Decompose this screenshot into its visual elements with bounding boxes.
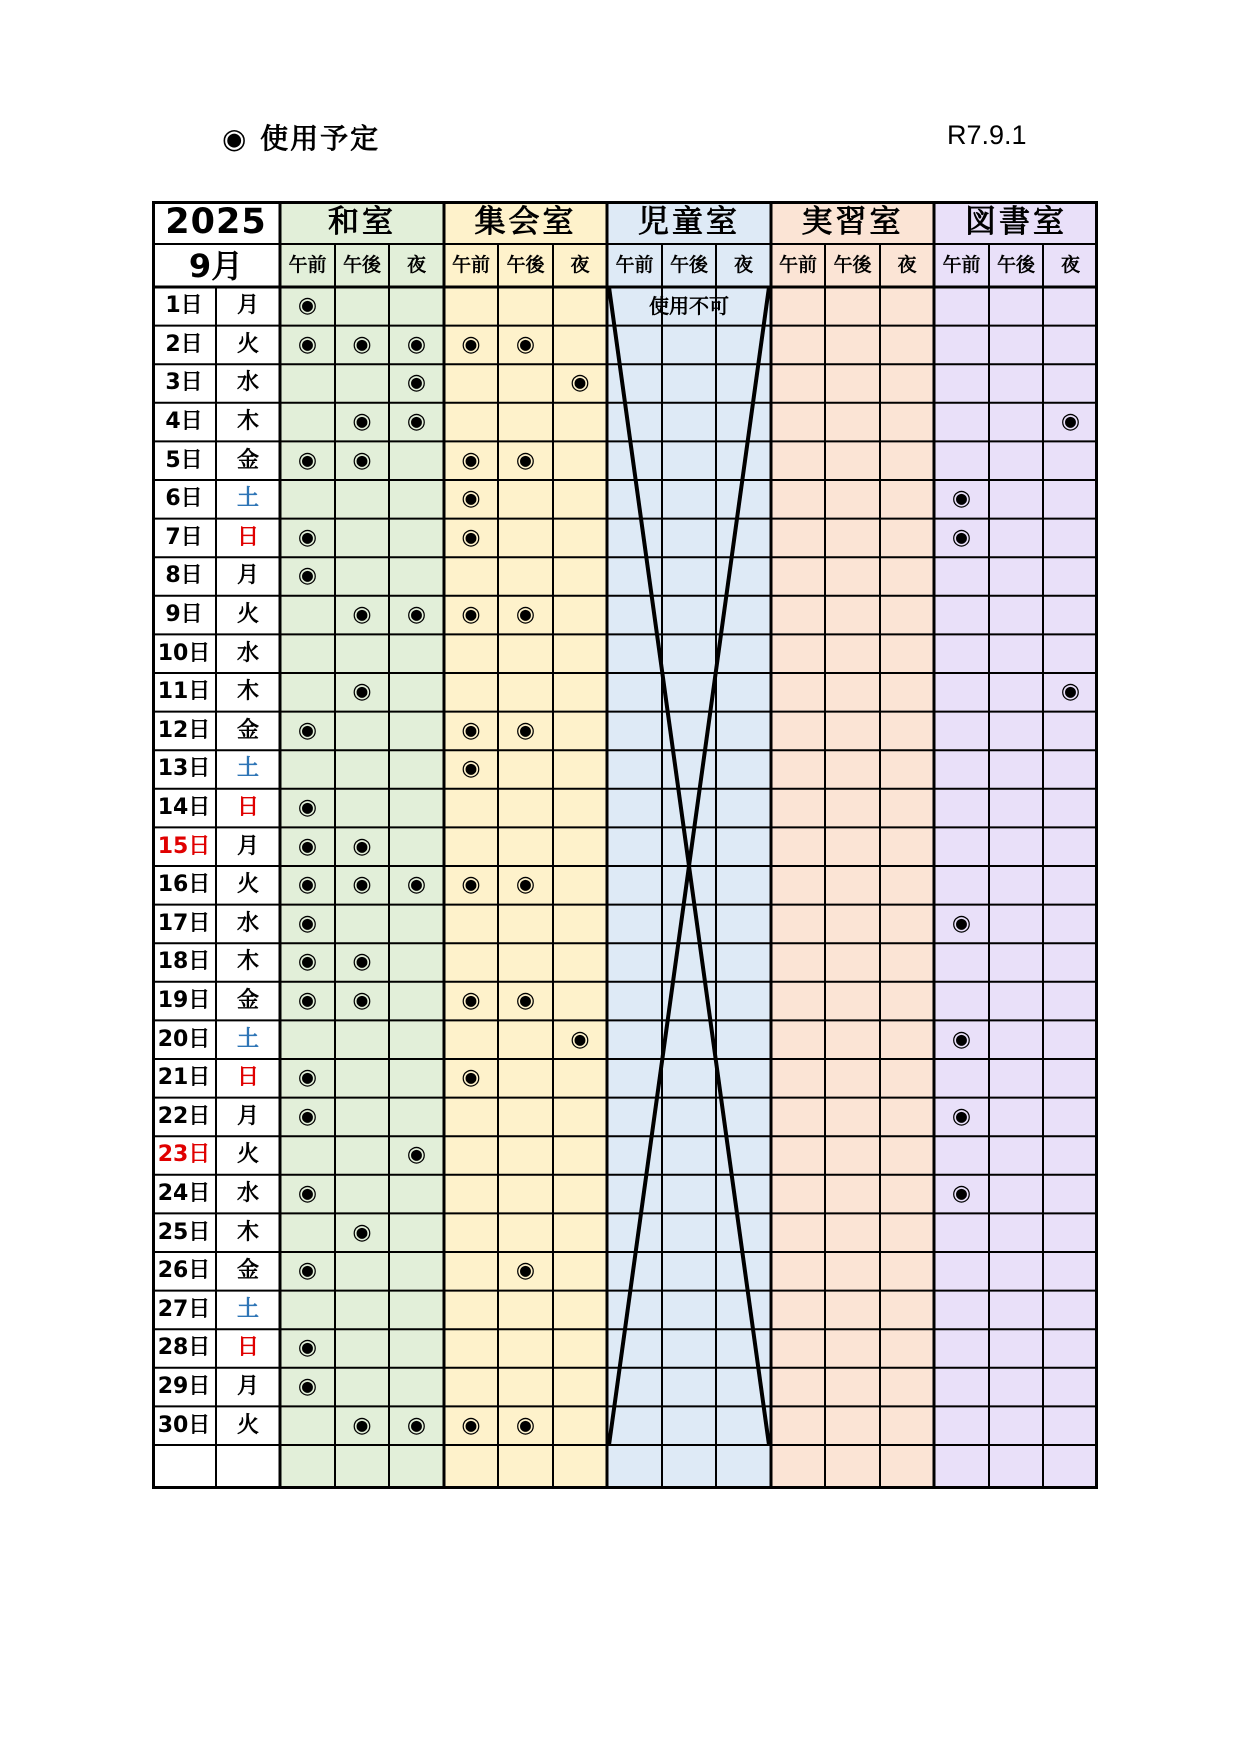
weekday: 木: [236, 679, 259, 705]
booking-mark: ◉: [352, 988, 372, 1014]
booking-mark: ◉: [297, 717, 318, 743]
day-number: 7日: [165, 524, 203, 550]
weekday: 金: [236, 1258, 259, 1284]
weekday: 月: [236, 1103, 259, 1129]
weekday: 月: [236, 833, 259, 859]
room-header-2: 集会室: [474, 204, 577, 240]
day-number: 18日: [157, 949, 211, 975]
slot-header-am: 午前: [288, 254, 327, 276]
day-number: 14日: [157, 795, 211, 821]
booking-mark: ◉: [515, 988, 536, 1014]
booking-mark: ◉: [461, 602, 481, 628]
day-number: 26日: [157, 1258, 211, 1284]
booking-mark: ◉: [461, 486, 481, 512]
grid-lines: [152, 201, 1098, 1489]
booking-mark: ◉: [515, 1412, 536, 1438]
slot-header-am: 午前: [615, 254, 654, 276]
booking-mark: ◉: [461, 717, 481, 743]
day-number: 19日: [157, 988, 211, 1014]
booking-mark: ◉: [1060, 679, 1081, 705]
booking-mark: ◉: [297, 872, 318, 898]
booking-mark: ◉: [297, 1335, 318, 1361]
weekday: 水: [236, 640, 259, 666]
day-number: 28日: [157, 1335, 211, 1361]
booking-mark: ◉: [461, 447, 481, 473]
day-number: 2日: [165, 331, 203, 357]
year-label: 2025: [165, 202, 267, 242]
weekday: 火: [236, 1142, 259, 1168]
booking-mark: ◉: [515, 1258, 536, 1284]
slot-header-night: 夜: [733, 254, 753, 276]
booking-mark: ◉: [406, 331, 427, 357]
weekday: 木: [236, 949, 259, 975]
usage-schedule-table: [152, 201, 1098, 1489]
day-number: 21日: [157, 1065, 211, 1091]
booking-mark: ◉: [352, 872, 372, 898]
weekday: 月: [236, 293, 259, 319]
page-title: ◉ 使用予定: [222, 122, 381, 155]
day-number: 3日: [165, 370, 203, 396]
weekday: 火: [236, 1412, 259, 1438]
issue-date: R7.9.1: [947, 120, 1027, 150]
slot-header-am: 午前: [778, 254, 817, 276]
booking-mark: ◉: [951, 486, 972, 512]
slot-header-pm: 午後: [833, 254, 872, 276]
booking-mark: ◉: [352, 447, 372, 473]
booking-mark: ◉: [297, 910, 318, 936]
booking-mark: ◉: [406, 370, 427, 396]
booking-mark: ◉: [461, 524, 481, 550]
weekday: 日: [236, 1335, 259, 1361]
booking-mark: ◉: [297, 795, 318, 821]
day-number: 8日: [165, 563, 203, 589]
day-number: 9日: [165, 602, 203, 628]
booking-mark: ◉: [406, 602, 427, 628]
day-number: 12日: [157, 717, 211, 743]
slot-header-night: 夜: [1060, 254, 1080, 276]
booking-mark: ◉: [461, 988, 481, 1014]
month-label: 9月: [188, 246, 244, 285]
slot-header-night: 夜: [570, 254, 590, 276]
weekday: 火: [236, 872, 259, 898]
booking-mark: ◉: [951, 1103, 972, 1129]
weekday: 土: [236, 486, 259, 512]
booking-mark: ◉: [297, 1374, 318, 1400]
day-number: 24日: [157, 1181, 211, 1207]
unavailable-note: 使用不可: [649, 294, 729, 319]
weekday: 月: [236, 563, 259, 589]
weekday: 日: [236, 795, 259, 821]
booking-mark: ◉: [951, 910, 972, 936]
day-number: 5日: [165, 447, 203, 473]
slot-header-am: 午前: [942, 254, 981, 276]
booking-mark: ◉: [297, 524, 318, 550]
booking-mark: ◉: [570, 1026, 590, 1052]
booking-mark: ◉: [461, 1412, 481, 1438]
booking-mark: ◉: [352, 1219, 372, 1245]
booking-mark: ◉: [297, 1065, 318, 1091]
weekday: 木: [236, 409, 259, 435]
weekday: 金: [236, 988, 259, 1014]
booking-mark: ◉: [297, 949, 318, 975]
slot-header-pm: 午後: [506, 254, 545, 276]
booking-mark: ◉: [951, 524, 972, 550]
booking-mark: ◉: [461, 872, 481, 898]
weekday: 土: [236, 1296, 259, 1322]
day-number: 20日: [157, 1026, 211, 1052]
slot-header-am: 午前: [451, 254, 490, 276]
booking-mark: ◉: [461, 1065, 481, 1091]
day-number: 16日: [157, 872, 211, 898]
booking-mark: ◉: [297, 988, 318, 1014]
room-header-1: 和室: [328, 204, 396, 240]
booking-mark: ◉: [297, 1181, 318, 1207]
booking-mark: ◉: [352, 1412, 372, 1438]
slot-header-night: 夜: [406, 254, 426, 276]
room-header-3: 児童室: [638, 204, 740, 240]
weekday: 火: [236, 602, 259, 628]
booking-mark: ◉: [461, 331, 481, 357]
booking-mark: ◉: [352, 602, 372, 628]
day-number: 22日: [157, 1103, 211, 1129]
room-header-4: 実習室: [801, 204, 904, 240]
day-number: 1日: [165, 293, 203, 319]
slot-header-night: 夜: [897, 254, 917, 276]
weekday: 水: [236, 370, 259, 396]
booking-mark: ◉: [297, 447, 318, 473]
day-number: 13日: [157, 756, 211, 782]
weekday: 月: [236, 1374, 259, 1400]
booking-mark: ◉: [406, 872, 427, 898]
booking-mark: ◉: [297, 293, 318, 319]
booking-mark: ◉: [352, 833, 372, 859]
weekday: 土: [236, 756, 259, 782]
booking-mark: ◉: [461, 756, 481, 782]
weekday: 金: [236, 447, 259, 473]
booking-mark: ◉: [297, 563, 318, 589]
booking-mark: ◉: [515, 872, 536, 898]
day-number: 27日: [157, 1296, 211, 1322]
weekday: 木: [236, 1219, 259, 1245]
day-number: 25日: [157, 1219, 211, 1245]
booking-mark: ◉: [515, 447, 536, 473]
booking-mark: ◉: [297, 1103, 318, 1129]
day-number: 10日: [157, 640, 211, 666]
day-number: 17日: [157, 910, 211, 936]
booking-mark: ◉: [406, 409, 427, 435]
slot-header-pm: 午後: [342, 254, 381, 276]
day-number: 15日: [157, 833, 211, 859]
slot-header-pm: 午後: [669, 254, 708, 276]
weekday: 金: [236, 717, 259, 743]
booking-mark: ◉: [515, 602, 536, 628]
booking-mark: ◉: [352, 679, 372, 705]
booking-mark: ◉: [406, 1142, 427, 1168]
weekday: 土: [236, 1026, 259, 1052]
day-number: 30日: [157, 1412, 211, 1438]
slot-header-pm: 午後: [996, 254, 1035, 276]
booking-mark: ◉: [352, 409, 372, 435]
booking-mark: ◉: [515, 331, 536, 357]
weekday: 水: [236, 1181, 259, 1207]
booking-mark: ◉: [406, 1412, 427, 1438]
day-number: 4日: [165, 409, 203, 435]
booking-mark: ◉: [1060, 409, 1081, 435]
booking-mark: ◉: [297, 833, 318, 859]
room-header-5: 図書室: [965, 204, 1067, 240]
weekday: 日: [236, 1065, 259, 1091]
booking-mark: ◉: [297, 331, 318, 357]
weekday: 日: [236, 524, 259, 550]
booking-mark: ◉: [352, 331, 372, 357]
booking-mark: ◉: [570, 370, 590, 396]
day-number: 6日: [165, 486, 203, 512]
weekday: 火: [236, 331, 259, 357]
day-number: 29日: [157, 1374, 211, 1400]
booking-mark: ◉: [951, 1026, 972, 1052]
booking-mark: ◉: [297, 1258, 318, 1284]
weekday: 水: [236, 910, 259, 936]
day-number: 23日: [157, 1142, 211, 1168]
booking-mark: ◉: [951, 1181, 972, 1207]
booking-mark: ◉: [515, 717, 536, 743]
booking-mark: ◉: [352, 949, 372, 975]
day-number: 11日: [157, 679, 211, 705]
